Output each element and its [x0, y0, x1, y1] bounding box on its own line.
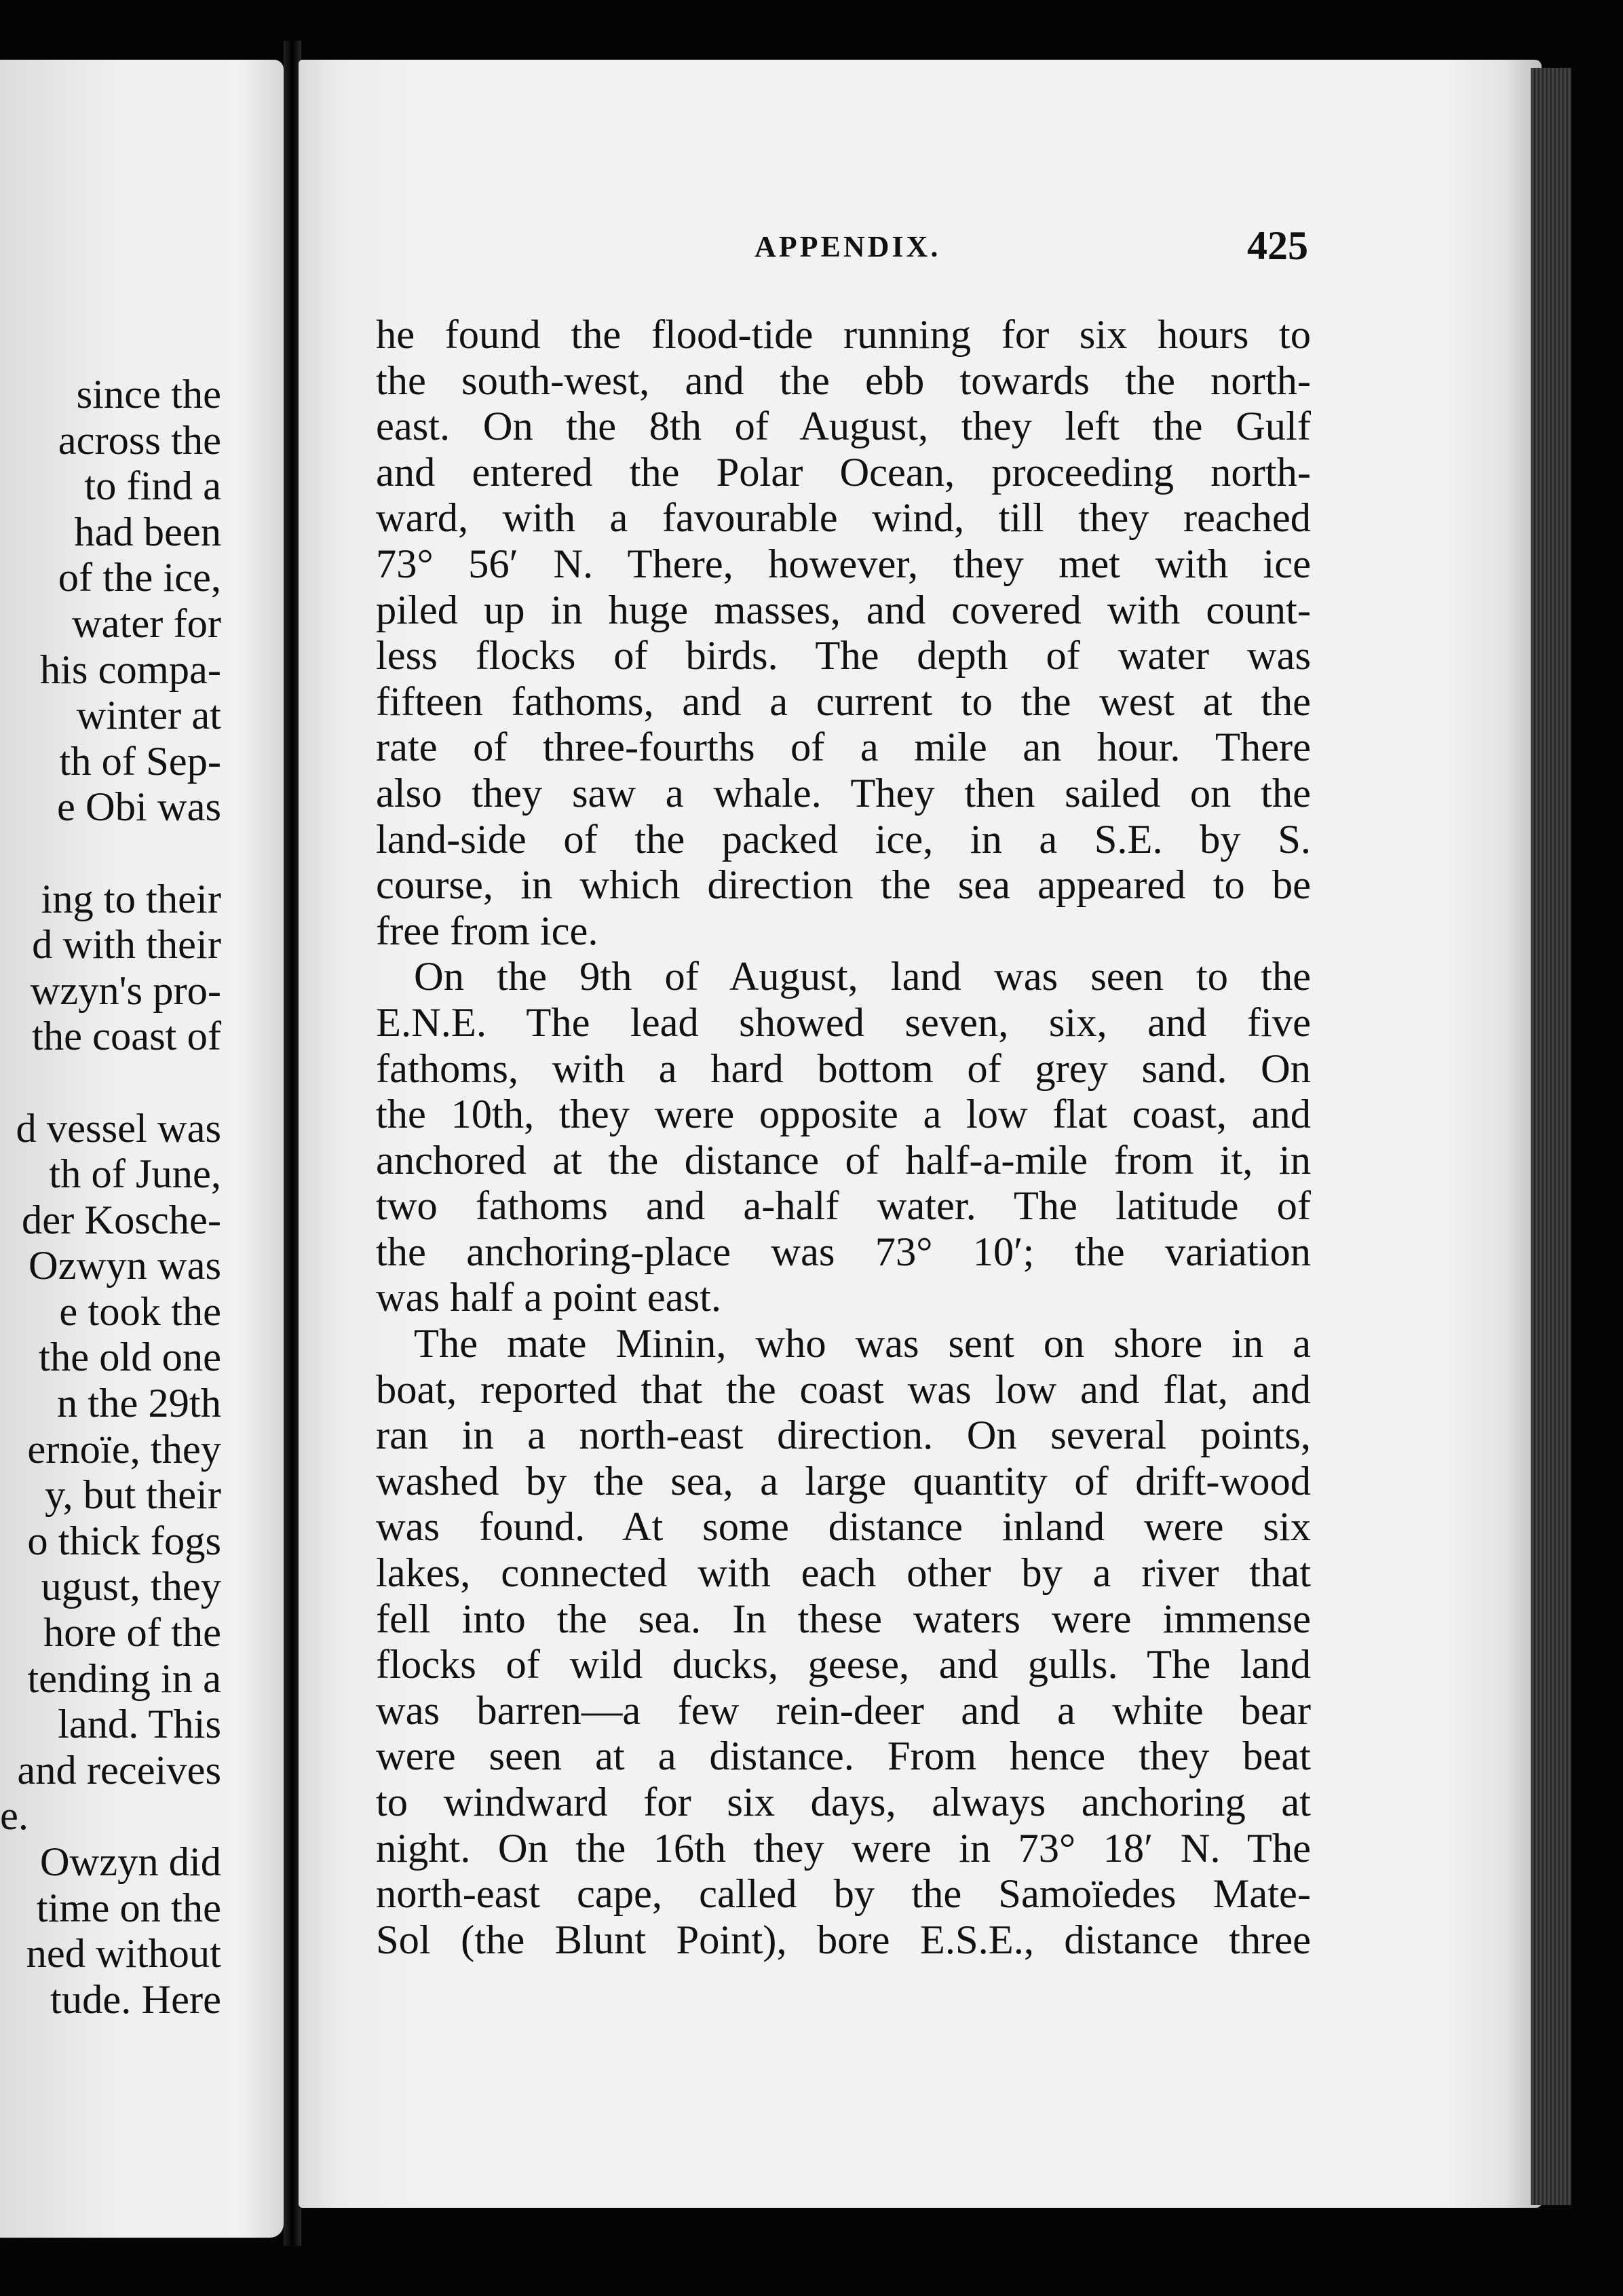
text-line: two fathoms and a-half water. The latitude of — [376, 1183, 1311, 1229]
paragraph — [376, 1321, 1311, 1963]
text-line: lakes, connected with each other by a river that — [376, 1550, 1311, 1596]
text-line: Sol (the Blunt Point), bore E.S.E., distance three — [376, 1917, 1311, 1963]
text-line: free from ice. — [376, 908, 598, 954]
text-line: course, in which direction the sea appeared to be — [376, 862, 1311, 908]
text-line: fathoms, with a hard bottom of grey sand. On — [376, 1046, 1311, 1092]
left-line: o thick fogs — [27, 1518, 221, 1564]
left-line: ernoïe, they — [27, 1426, 221, 1472]
left-line: tending in a — [27, 1656, 221, 1702]
left-line: winter at — [76, 693, 221, 739]
text-line: land-side of the packed ice, in a S.E. by S. — [376, 816, 1311, 862]
text-line: was barren—a few rein-deer and a white bear — [376, 1687, 1311, 1734]
text-line: ran in a north-east direction. On several points, — [376, 1413, 1311, 1459]
left-line: th of Sep- — [59, 738, 221, 784]
text-line: was found. At some distance inland were six — [376, 1504, 1311, 1550]
left-line: ugust, they — [41, 1564, 221, 1610]
paragraph — [376, 312, 1311, 954]
text-line: the anchoring-place was 73° 10′; the variation — [376, 1229, 1311, 1275]
text-line: ward, with a favourable wind, till they reached — [376, 495, 1311, 541]
left-line: Owzyn did — [39, 1839, 221, 1885]
text-line: 73° 56′ N. There, however, they met with ice — [376, 541, 1311, 587]
text-line: east. On the 8th of August, they left the Gulf — [376, 404, 1311, 450]
left-line: ned without — [26, 1931, 221, 1977]
page-number: 425 — [1247, 223, 1308, 268]
left-line: the old one — [39, 1335, 221, 1381]
left-line: time on the — [36, 1885, 221, 1931]
text-line: boat, reported that the coast was low and flat, and — [376, 1366, 1311, 1413]
left-line: d vessel was — [16, 1105, 221, 1151]
left-line: e took the — [59, 1288, 221, 1335]
left-line: and receives — [17, 1747, 221, 1793]
left-line: der Kosche- — [22, 1197, 221, 1243]
left-line: of the ice, — [58, 555, 221, 601]
text-line: and entered the Polar Ocean, proceeding north- — [376, 449, 1311, 495]
left-line: land. This — [58, 1702, 221, 1748]
left-line: y, but their — [45, 1472, 221, 1518]
text-line: The mate Minin, who was sent on shore in a — [414, 1321, 1311, 1367]
left-line: wzyn's pro- — [30, 968, 221, 1014]
text-line: fifteen fathoms, and a current to the west at the — [376, 678, 1311, 725]
text-line: rate of three-fourths of a mile an hour. There — [376, 725, 1311, 771]
text-line: was half a point east. — [376, 1275, 722, 1321]
text-line: were seen at a distance. From hence they beat — [376, 1734, 1311, 1780]
text-line: piled up in huge masses, and covered with count- — [376, 587, 1311, 633]
text-line: he found the flood-tide running for six hours to — [376, 312, 1311, 358]
text-line: fell into the sea. In these waters were immense — [376, 1596, 1311, 1642]
text-line: E.N.E. The lead showed seven, six, and five — [376, 999, 1311, 1046]
left-line — [0, 1060, 221, 1106]
text-line: night. On the 16th they were in 73° 18′ N. The — [376, 1825, 1311, 1871]
paragraph — [376, 954, 1311, 1321]
left-page-text — [0, 372, 221, 2023]
text-line: north-east cape, called by the Samoïedes Mate- — [376, 1871, 1311, 1917]
left-line: had been — [74, 509, 221, 555]
text-line: the south-west, and the ebb towards the north- — [376, 358, 1311, 404]
text-line: also they saw a whale. They then sailed on the — [376, 770, 1311, 816]
left-line: to find a — [84, 463, 221, 510]
left-line: across the — [58, 417, 221, 463]
left-line: n the 29th — [57, 1381, 221, 1427]
left-line: e Obi was — [57, 784, 221, 830]
left-line: water for — [71, 600, 221, 647]
page-fore-edge — [1531, 68, 1571, 2205]
left-line: the coast of — [32, 1014, 221, 1060]
left-line: ing to their — [41, 876, 221, 922]
text-line: less flocks of birds. The depth of water was — [376, 633, 1311, 679]
left-line: Ozwyn was — [28, 1243, 221, 1289]
text-line: flocks of wild ducks, geese, and gulls. The land — [376, 1642, 1311, 1688]
body-text — [376, 312, 1311, 1963]
left-page — [0, 60, 284, 2238]
left-line: since the — [76, 372, 221, 417]
text-line: On the 9th of August, land was seen to the — [414, 954, 1311, 1000]
left-line — [0, 830, 221, 877]
text-line: anchored at the distance of half-a-mile from it, in — [376, 1137, 1311, 1183]
running-head: APPENDIX. — [755, 230, 941, 263]
text-line: to windward for six days, always anchoring at — [376, 1780, 1311, 1825]
left-line: his compa- — [39, 647, 221, 693]
left-line: d with their — [32, 922, 221, 968]
text-line: washed by the sea, a large quantity of drift-wood — [376, 1458, 1311, 1504]
left-line: th of June, — [49, 1151, 221, 1198]
text-line: the 10th, they were opposite a low flat coast, and — [376, 1092, 1311, 1138]
left-line: hore of the — [43, 1610, 221, 1656]
left-line: tude. Here — [50, 1976, 221, 2023]
left-line: e. — [0, 1793, 28, 1839]
